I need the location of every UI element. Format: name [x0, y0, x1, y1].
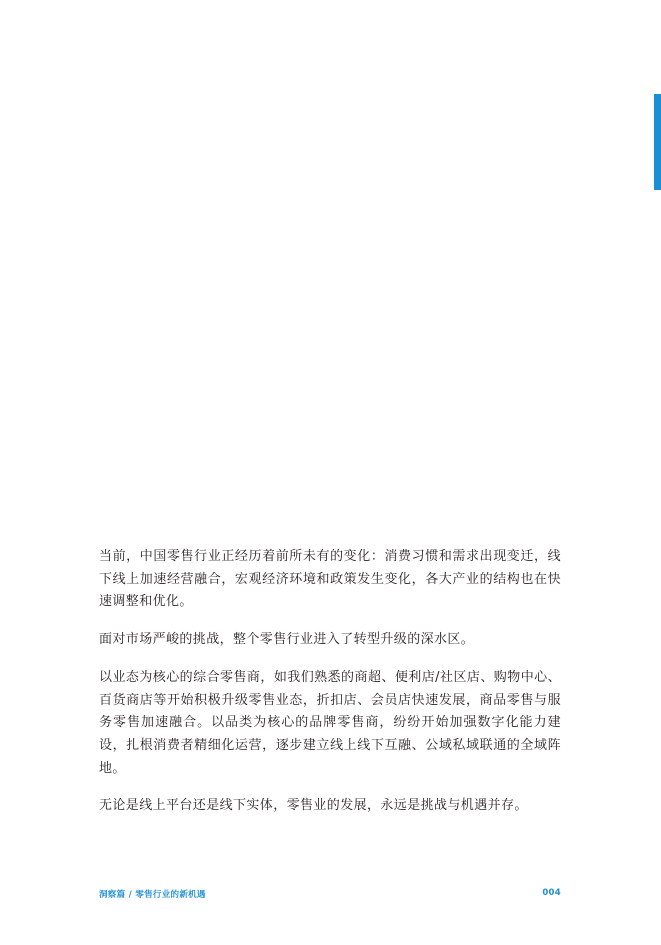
paragraph: 无论是线上平台还是线下实体，零售业的发展，永远是挑战与机遇并存。 — [99, 798, 528, 814]
paragraph: 以业态为核心的综合零售商，如我们熟悉的商超、便利店/社区店、购物中心、百货商店等开始积极升级零售业态，折扣店、会员店快速发展，商品零售与服务零售加速融合。以品类为核心的品牌零售商，纷纷开始加强数字化能力建设，扎根消费者精细化运营，逐步建立线上线下互融、公域私域联通的全域阵地。 — [99, 669, 561, 776]
footer-section-title: 洞察篇 / 零售行业的新机遇 — [99, 890, 206, 900]
accent-bar — [654, 94, 661, 190]
paragraph: 面对市场严峻的挑战，整个零售行业进入了转型升级的深水区。 — [99, 632, 475, 648]
paragraph: 当前，中国零售行业正经历着前所未有的变化：消费习惯和需求出现变迁，线下线上加速经营融合，宏观经济环境和政策发生变化，各大产业的结构也在快速调整和优化。 — [99, 549, 561, 610]
page-number: 004 — [542, 888, 561, 898]
body-text — [99, 546, 561, 833]
